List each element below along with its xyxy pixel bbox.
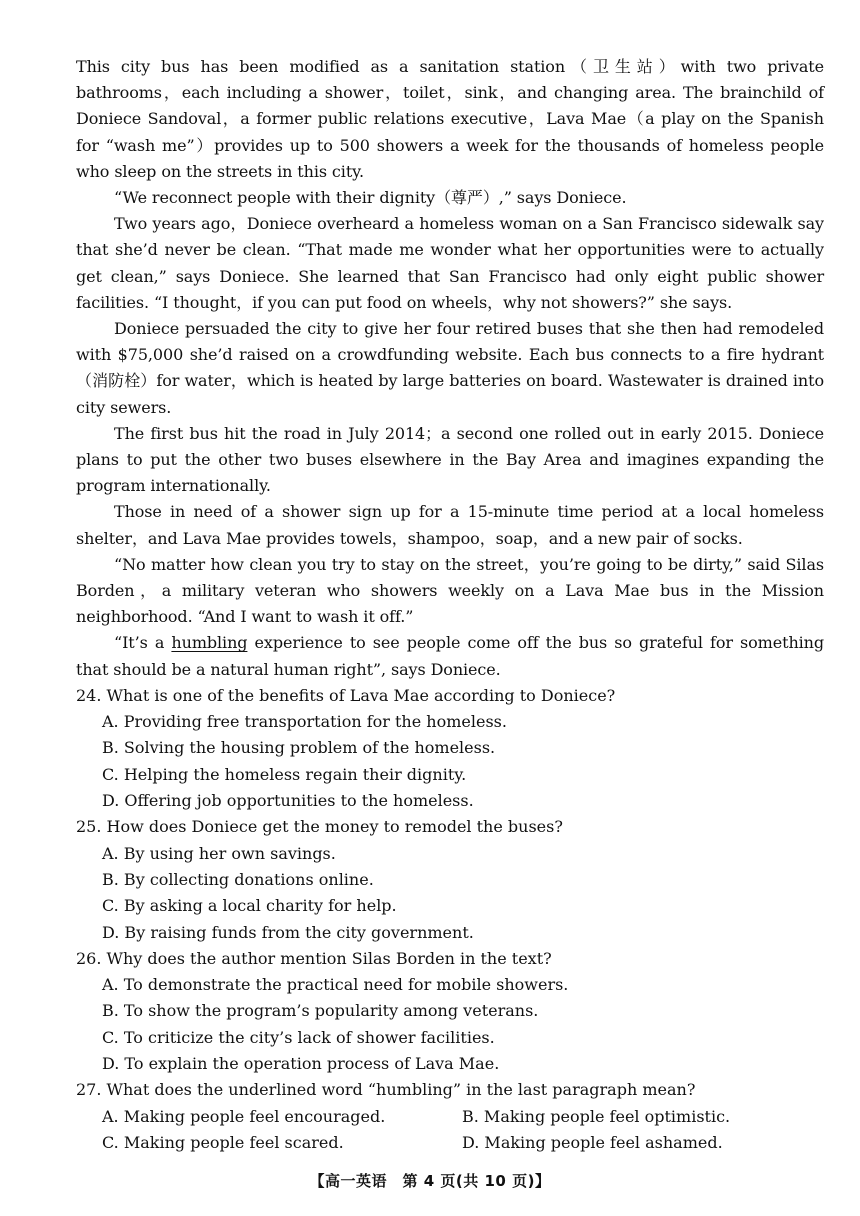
question-stem: 27. What does the underlined word “humbling” in the last paragraph mean?: [76, 1080, 696, 1100]
option-d: D. Making people feel ashamed.: [462, 1132, 723, 1152]
question-25: [76, 814, 824, 945]
page-footer: 【高一英语 第 4 页(共 10 页)】: [309, 1172, 551, 1190]
question-24: [76, 683, 824, 814]
option-a: A. To demonstrate the practical need for mobile showers.: [102, 975, 569, 995]
question-stem: 26. Why does the author mention Silas Borden in the text?: [76, 948, 552, 968]
option-b: B. By collecting donations online.: [102, 869, 374, 889]
option-d: D. By raising funds from the city government.: [102, 922, 474, 942]
paragraph-5: The first bus hit the road in July 2014；a second one rolled out in early 2015. Doniece plans to put the other two buses elsewhere in the Bay Area and imagines expanding the program internationally.: [76, 423, 824, 496]
paragraph-8-end: experience to see people come off the bus so grateful for something that should be a natural human right”, says Doniece.: [76, 633, 825, 679]
option-d: D. Offering job opportunities to the homeless.: [102, 791, 474, 811]
question-27: [76, 1077, 824, 1156]
option-d: D. To explain the operation process of Lava Mae.: [102, 1054, 500, 1074]
paragraph-7: “No matter how clean you try to stay on the street，you’re going to be dirty,” said Silas Borden，a military veteran who showers weekly on a Lava Mae bus in the Mission neighborhood. “And I want to wash it off.”: [76, 554, 824, 627]
question-list: [76, 683, 824, 1156]
reading-passage: [76, 54, 824, 683]
option-b: B. Making people feel optimistic.: [462, 1106, 731, 1126]
question-26: [76, 946, 824, 1077]
option-c: C. To criticize the city’s lack of shower facilities.: [102, 1027, 495, 1047]
paragraph-1: This city bus has been modified as a sanitation station（卫生站）with two private bathrooms，each including a shower，toilet，sink，and changing area. The brainchild of Doniece Sandoval，a former public relations executive，Lava Mae（a play on the Spanish for “wash me”）provides up to 500 showers a week for the thousands of homeless people who sleep on the streets in this city.: [76, 57, 824, 181]
option-c: C. Helping the homeless regain their dignity.: [102, 764, 467, 784]
option-a: A. Making people feel encouraged.: [102, 1106, 386, 1126]
question-stem: 25. How does Doniece get the money to remodel the buses?: [76, 817, 563, 837]
option-b: B. Solving the housing problem of the homeless.: [102, 738, 496, 758]
option-a: A. Providing free transportation for the homeless.: [102, 712, 507, 732]
option-b: B. To show the program’s popularity among veterans.: [102, 1001, 539, 1021]
paragraph-3: Two years ago，Doniece overheard a homeless woman on a San Francisco sidewalk say that she’d never be clean. “That made me wonder what her opportunities were to actually get clean,” says Doniece. She learned that San Francisco had only eight public shower facilities. “I thought，if you can put food on wheels，why not showers?” she says.: [76, 214, 824, 312]
paragraph-4: Doniece persuaded the city to give her four retired buses that she then had remodeled with $75,000 she’d raised on a crowdfunding website. Each bus connects to a fire hydrant（消防栓）for water，which is heated by large batteries on board. Wastewater is drained into city sewers.: [76, 319, 824, 417]
paragraph-8-start: “It’s a: [114, 633, 172, 653]
option-a: A. By using her own savings.: [102, 843, 336, 863]
paragraph-2: “We reconnect people with their dignity（尊严）,” says Doniece.: [114, 188, 627, 208]
paragraph-8: [76, 630, 824, 682]
option-grid: [76, 1104, 824, 1157]
paragraph-6: Those in need of a shower sign up for a 15-minute time period at a local homeless shelter，and Lava Mae provides towels，shampoo，soap，and a new pair of socks.: [76, 502, 824, 548]
underlined-word: humbling: [171, 633, 248, 653]
option-c: C. Making people feel scared.: [102, 1132, 344, 1152]
question-stem: 24. What is one of the benefits of Lava Mae according to Doniece?: [76, 685, 616, 705]
option-c: C. By asking a local charity for help.: [102, 896, 397, 916]
